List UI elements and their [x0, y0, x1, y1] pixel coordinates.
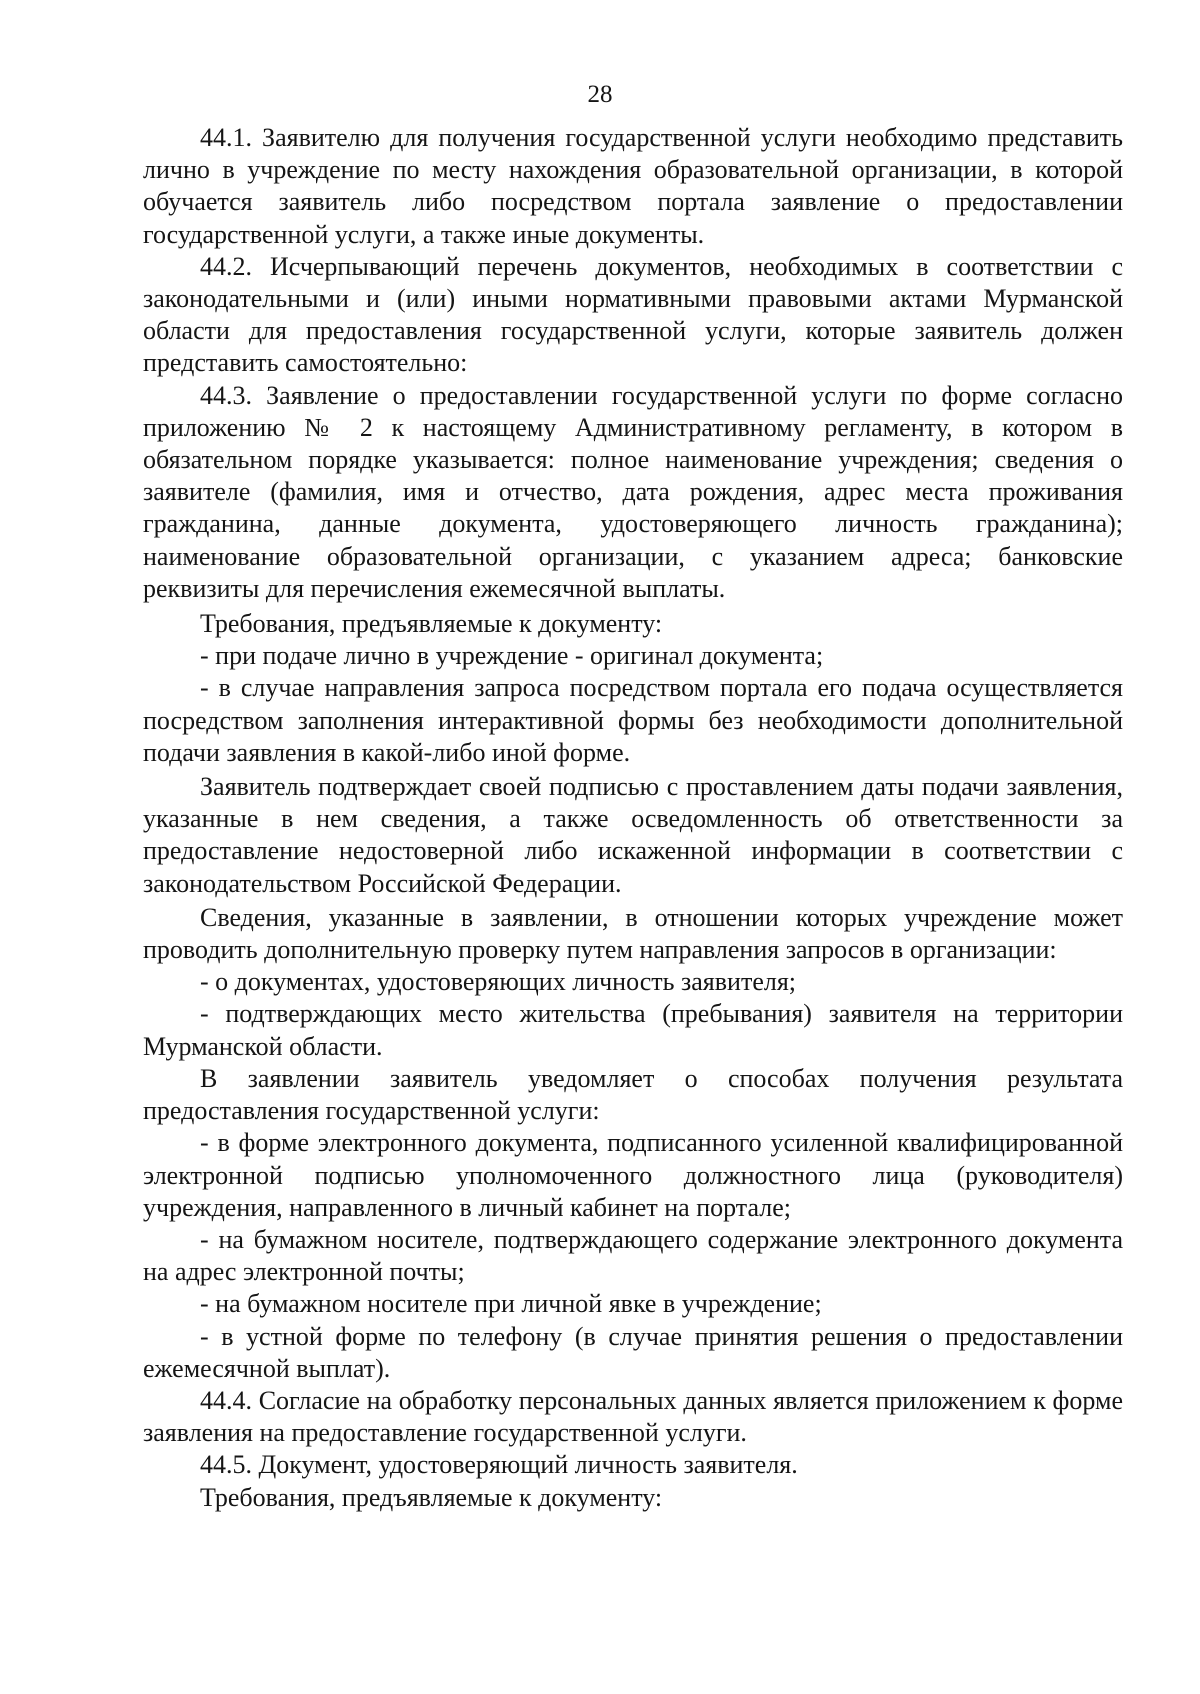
- paragraph-44-3: 44.3. Заявление о предоставлении государственной услуги по форме согласно приложению № 2 к настоящему Административному регламенту, в котором в обязательном порядке указывается: полное наименование учреждения; сведения о заявителе (фамилия, имя и отчество, дата рождения, адрес места проживания гражданина, данные документа, удостоверяющего личность гражданина); наименование образовательной организации, с указанием адреса; банковские реквизиты для перечисления ежемесячной выплаты.: [143, 380, 1123, 603]
- requirements-heading: Требования, предъявляемые к документу:: [200, 609, 663, 639]
- list-item-paper-in-person: - на бумажном носителе при личной явке в учреждение;: [200, 1289, 822, 1319]
- document-body: [143, 122, 1123, 1514]
- paragraph-44-4: 44.4. Согласие на обработку персональных данных является приложением к форме заявления на предоставление государственной услуги.: [143, 1385, 1123, 1448]
- paragraph-44-2: 44.2. Исчерпывающий перечень документов, необходимых в соответствии с законодательными и (или) иными нормативными правовыми актами Мурманской области для предоставления государственной услуги, которые заявитель должен представить самостоятельно:: [143, 251, 1123, 378]
- list-item-residence: - подтверждающих место жительства (пребывания) заявителя на территории Мурманской области.: [143, 999, 1123, 1061]
- paragraph-44-5: 44.5. Документ, удостоверяющий личность заявителя.: [200, 1450, 798, 1480]
- list-item-electronic-document: - в форме электронного документа, подписанного усиленной квалифицированной электронной подписью уполномоченного должностного лица (руководителя) учреждения, направленного в личный кабинет на портале;: [143, 1128, 1123, 1222]
- list-item-phone: - в устной форме по телефону (в случае принятия решения о предоставлении ежемесячной выплат).: [143, 1321, 1123, 1383]
- paragraph-verifiable-info: Сведения, указанные в заявлении, в отношении которых учреждение может проводить дополнительную проверку путем направления запросов в организации:: [143, 902, 1123, 965]
- list-item-portal: - в случае направления запроса посредством портала его подача осуществляется посредством заполнения интерактивной формы без необходимости дополнительной подачи заявления в какой-либо иной форме.: [143, 673, 1123, 767]
- list-item-in-person: - при подаче лично в учреждение - оригинал документа;: [200, 641, 824, 671]
- paragraph-result-methods: В заявлении заявитель уведомляет о способах получения результата предоставления государственной услуги:: [143, 1063, 1123, 1126]
- requirements-heading-2: Требования, предъявляемые к документу:: [200, 1482, 663, 1512]
- list-item-identity-docs: - о документах, удостоверяющих личность заявителя;: [200, 967, 797, 997]
- page-number: 28: [587, 81, 613, 108]
- paragraph-applicant-confirms: Заявитель подтверждает своей подписью с проставлением даты подачи заявления, указанные в нем сведения, а также осведомленность об ответственности за предоставление недостоверной либо искаженной информации в соответствии с законодательством Российской Федерации.: [143, 772, 1123, 898]
- list-item-paper-email: - на бумажном носителе, подтверждающего содержание электронного документа на адрес электронной почты;: [143, 1224, 1123, 1287]
- paragraph-44-1: 44.1. Заявителю для получения государственной услуги необходимо представить лично в учреждение по месту нахождения образовательной организации, в которой обучается заявитель либо посредством портала заявление о предоставлении государственной услуги, а также иные документы.: [143, 123, 1123, 249]
